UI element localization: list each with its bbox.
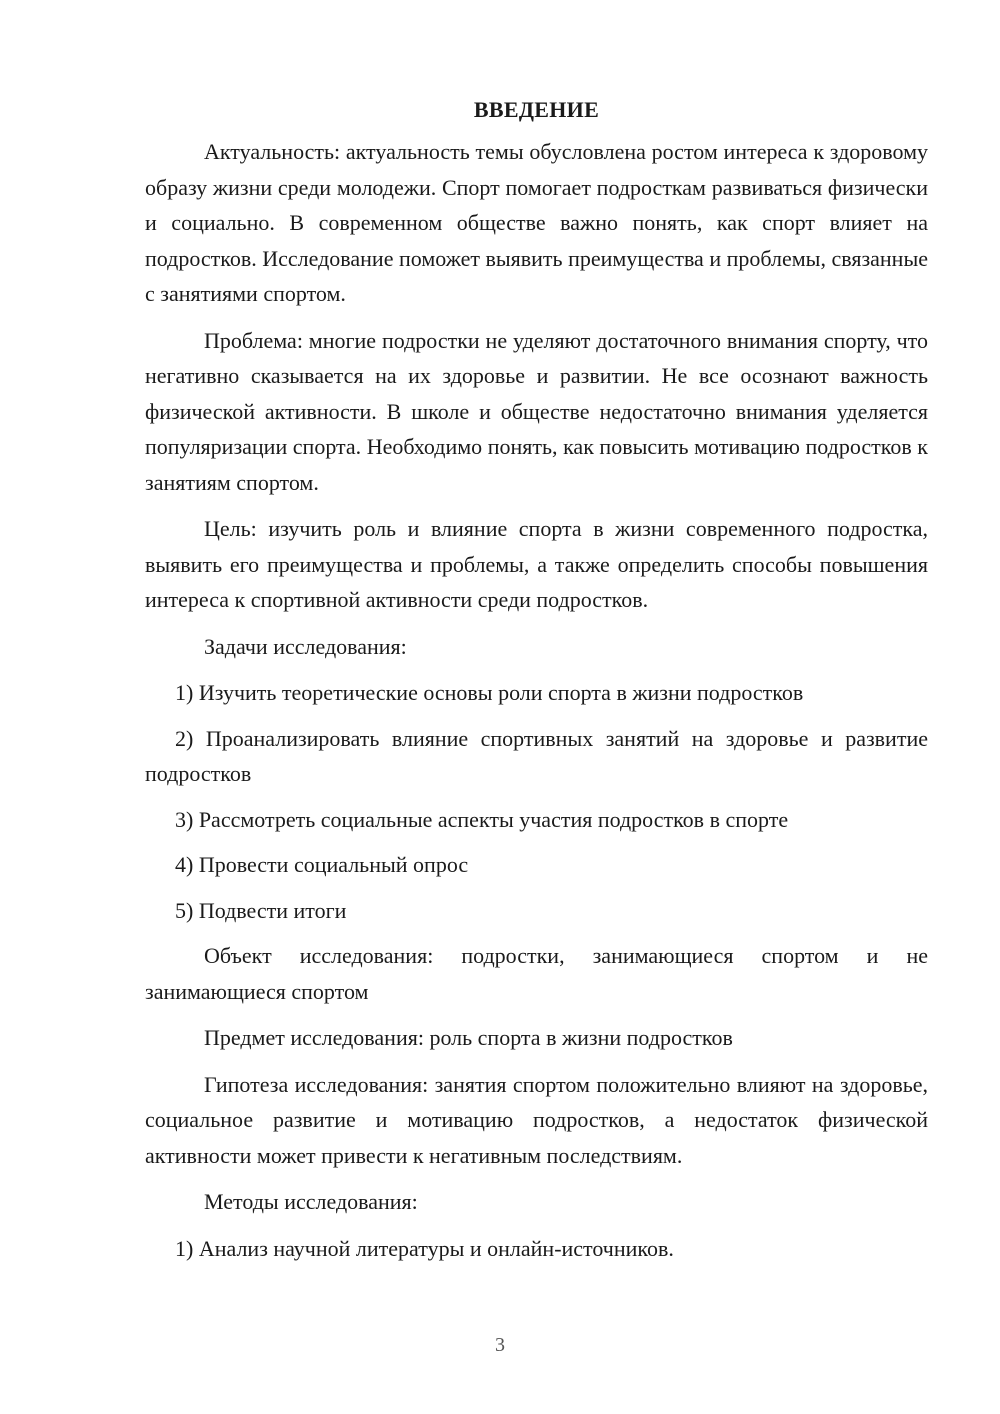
task-item-2: 2) Проанализировать влияние спортивных занятий на здоровье и развитие подростков — [145, 725, 928, 786]
task-item-3: 3) Рассмотреть социальные аспекты участия подростков в спорте — [175, 806, 789, 832]
tasks-title: Задачи исследования: — [204, 633, 407, 659]
section-heading: ВВЕДЕНИЕ — [473, 97, 600, 122]
hypothesis-paragraph: Гипотеза исследования: занятия спортом положительно влияют на здоровье, социальное развитие и мотивацию подростков, а недостаток физической активности может привести к негативным последствиям. — [145, 1071, 928, 1168]
task-item-4: 4) Провести социальный опрос — [175, 852, 469, 877]
document-page — [145, 92, 928, 1276]
methods-title: Методы исследования: — [204, 1189, 418, 1214]
relevance-paragraph: Актуальность: актуальность темы обусловлена ростом интереса к здоровому образу жизни среди молодежи. Спорт помогает подросткам развиваться физически и социально. В современном обществе важно понять, как спорт влияет на подростков. Исследование поможет выявить преимущества и проблемы, связанные с занятиями спортом. — [145, 139, 928, 306]
object-paragraph: Объект исследования: подростки, занимающиеся спортом и не занимающиеся спортом — [145, 943, 928, 1004]
problem-paragraph: Проблема: многие подростки не уделяют достаточного внимания спорту, что негативно сказывается на их здоровье и развитии. Не все осознают важность физической активности. В школе и обществе недостаточно внимания уделяется популяризации спорта. Необходимо понять, как повысить мотивацию подростков к занятиям спортом. — [145, 327, 928, 495]
page-number: 3 — [495, 1334, 505, 1356]
goal-paragraph: Цель: изучить роль и влияние спорта в жизни современного подростка, выявить его преимущества и проблемы, а также определить способы повышения интереса к спортивной активности среди подростков. — [145, 516, 928, 612]
method-item-1: 1) Анализ научной литературы и онлайн-источников. — [175, 1235, 674, 1261]
subject-paragraph: Предмет исследования: роль спорта в жизни подростков — [204, 1025, 733, 1050]
task-item-5: 5) Подвести итоги — [175, 897, 347, 923]
task-item-1: 1) Изучить теоретические основы роли спорта в жизни подростков — [175, 680, 804, 705]
